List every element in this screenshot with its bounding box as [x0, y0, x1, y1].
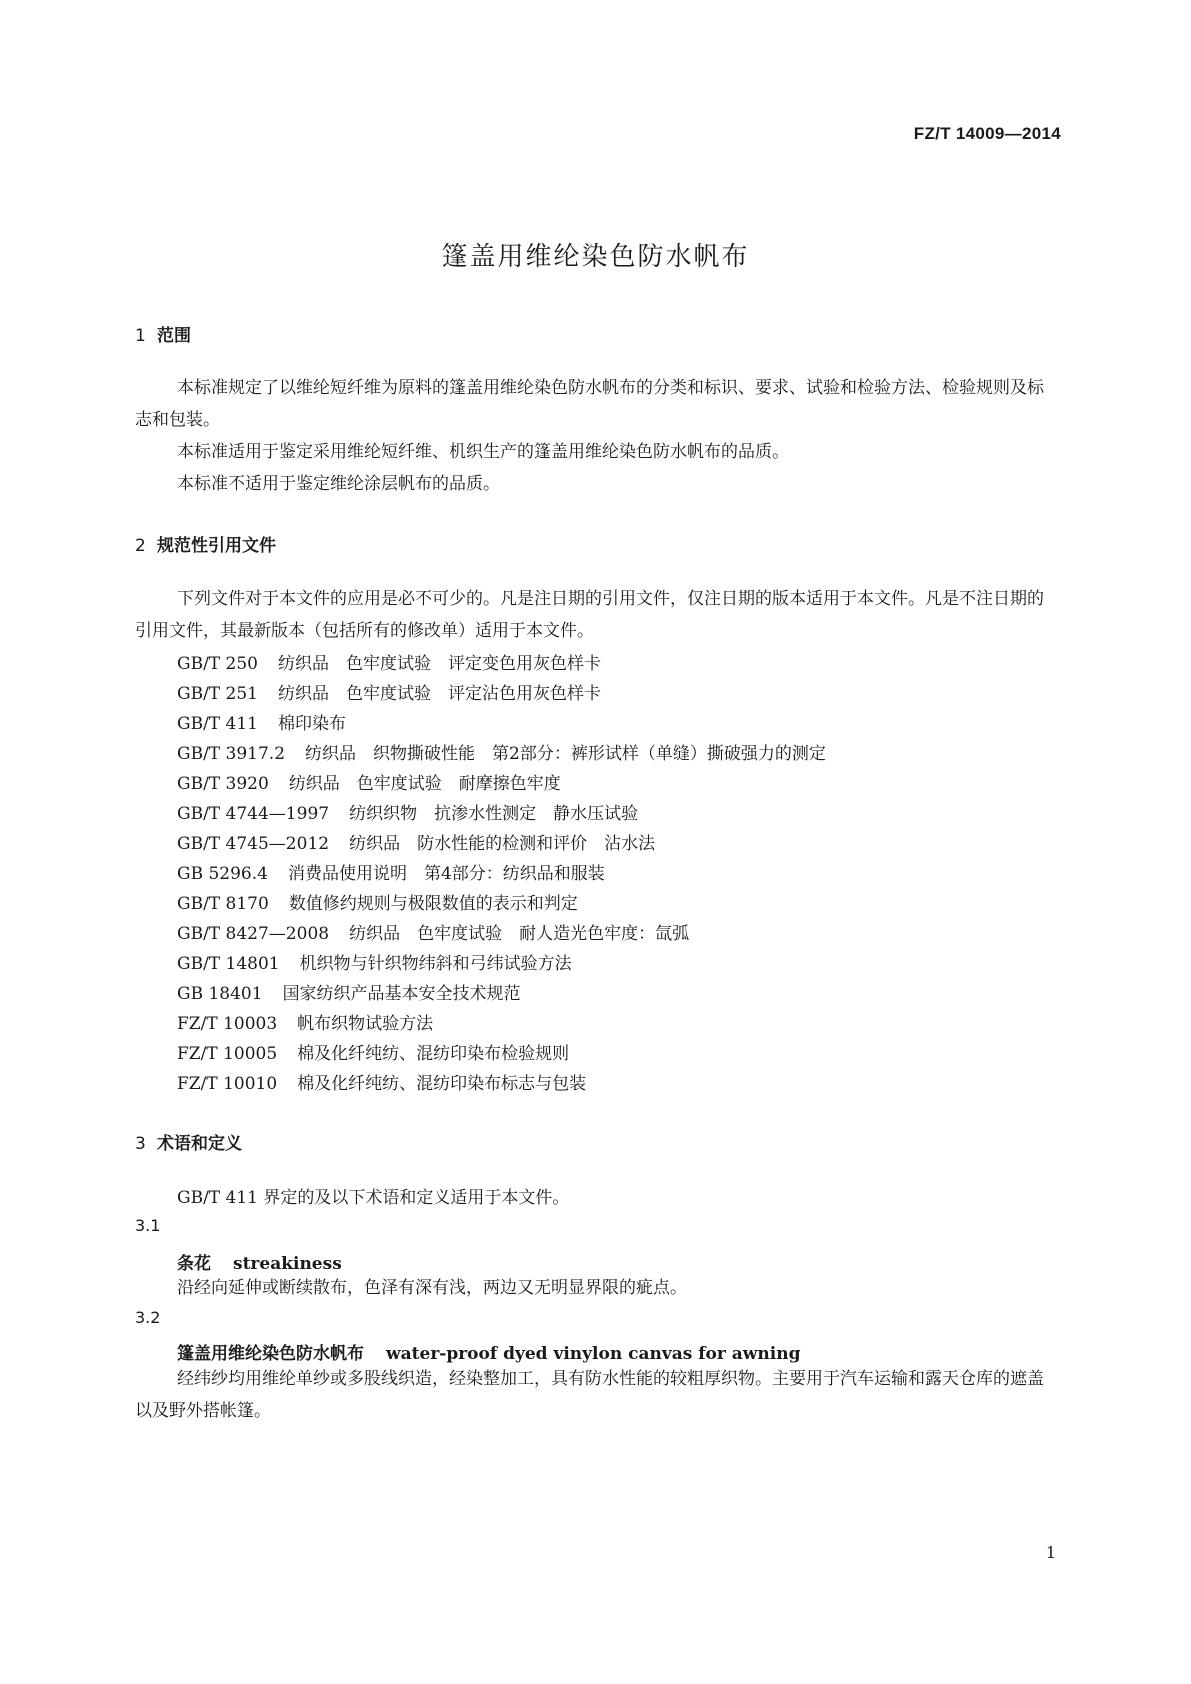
standard-code: FZ/T 14009—2014	[913, 124, 1061, 143]
reference-title: 纺织品 色牢度试验 耐人造光色牢度：氙弧	[349, 924, 690, 944]
reference-item	[177, 709, 346, 734]
reference-code: GB/T 4745—2012	[177, 834, 330, 854]
section-1-heading	[135, 321, 191, 346]
reference-code: GB/T 14801	[177, 954, 280, 974]
section-title: 规范性引用文件	[157, 536, 276, 556]
reference-title: 纺织品 色牢度试验 评定变色用灰色样卡	[278, 654, 601, 674]
term-entry	[177, 1249, 342, 1274]
page-number: 1	[1045, 1543, 1056, 1562]
reference-title: 数值修约规则与极限数值的表示和判定	[288, 894, 578, 914]
paragraph: 经纬纱均用维纶单纱或多股线织造，经染整加工，具有防水性能的较粗厚织物。主要用于汽车运输和露天仓库的遮盖以及野外搭帐篷。	[135, 1369, 1044, 1421]
reference-code: GB 5296.4	[177, 864, 268, 884]
reference-code: GB 18401	[177, 984, 263, 1004]
term-definition	[135, 1272, 1055, 1304]
reference-item	[177, 1069, 586, 1094]
reference-title: 帆布织物试验方法	[297, 1014, 434, 1034]
reference-title: 机织物与针织物纬斜和弓纬试验方法	[299, 954, 572, 974]
section-title: 术语和定义	[157, 1134, 242, 1154]
reference-code: GB/T 3917.2	[177, 744, 286, 764]
section-2-heading	[135, 531, 276, 556]
paragraph: 本标准规定了以维纶短纤维为原料的篷盖用维纶染色防水帆布的分类和标识、要求、试验和检验方法、检验规则及标志和包装。	[135, 378, 1044, 430]
reference-code: GB/T 251	[177, 684, 258, 704]
reference-code: FZ/T 10003	[177, 1014, 278, 1034]
section-number: 2	[135, 536, 146, 556]
term-chinese: 条花	[177, 1254, 211, 1274]
reference-title: 纺织品 色牢度试验 评定沾色用灰色样卡	[278, 684, 601, 704]
reference-title: 纺织品 色牢度试验 耐摩擦色牢度	[288, 774, 561, 794]
term-entry	[177, 1339, 800, 1364]
reference-code: GB/T 3920	[177, 774, 269, 794]
reference-title: 棉及化纤纯纺、混纺印染布检验规则	[297, 1044, 570, 1064]
term-number: 3.2	[135, 1308, 161, 1327]
reference-item	[177, 739, 826, 764]
reference-item	[177, 679, 601, 704]
section-1-body	[135, 372, 1055, 500]
reference-code: GB/T 8427—2008	[177, 924, 330, 944]
reference-item	[177, 859, 605, 884]
document-title: 篷盖用维纶染色防水帆布	[441, 242, 750, 272]
reference-item	[177, 799, 638, 824]
paragraph: 沿经向延伸或断续散布，色泽有深有浅，两边又无明显界限的疵点。	[177, 1278, 687, 1298]
term-number: 3.1	[135, 1216, 161, 1235]
term-english: water-proof dyed vinylon canvas for awning	[386, 1344, 801, 1364]
reference-code: GB/T 8170	[177, 894, 269, 914]
paragraph: 本标准不适用于鉴定维纶涂层帆布的品质。	[177, 474, 500, 494]
reference-title: 棉印染布	[278, 714, 346, 734]
reference-title: 消费品使用说明 第4部分：纺织品和服装	[287, 864, 605, 884]
reference-item	[177, 1009, 433, 1034]
reference-item	[177, 979, 521, 1004]
reference-title: 纺织品 防水性能的检测和评价 沾水法	[349, 834, 656, 854]
reference-item	[177, 889, 578, 914]
reference-code: GB/T 250	[177, 654, 258, 674]
reference-title: 国家纺织产品基本安全技术规范	[282, 984, 521, 1004]
section-3-intro	[135, 1182, 1055, 1214]
reference-item	[177, 1039, 569, 1064]
reference-item	[177, 919, 689, 944]
term-chinese: 篷盖用维纶染色防水帆布	[177, 1344, 364, 1364]
reference-code: FZ/T 10005	[177, 1044, 278, 1064]
section-number: 1	[135, 326, 146, 346]
reference-item	[177, 769, 561, 794]
section-number: 3	[135, 1134, 146, 1154]
term-definition	[135, 1363, 1055, 1427]
reference-code: GB/T 411	[177, 714, 258, 734]
section-2-intro	[135, 583, 1055, 647]
reference-title: 棉及化纤纯纺、混纺印染布标志与包装	[297, 1074, 587, 1094]
section-title: 范围	[157, 326, 191, 346]
paragraph: GB/T 411 界定的及以下术语和定义适用于本文件。	[177, 1188, 570, 1208]
reference-title: 纺织品 织物撕破性能 第2部分：裤形试样（单缝）撕破强力的测定	[305, 744, 826, 764]
paragraph: 本标准适用于鉴定采用维纶短纤维、机织生产的篷盖用维纶染色防水帆布的品质。	[177, 442, 789, 462]
reference-item	[177, 829, 655, 854]
term-english: streakiness	[233, 1254, 342, 1274]
reference-code: FZ/T 10010	[177, 1074, 278, 1094]
section-3-heading	[135, 1129, 242, 1154]
reference-item	[177, 649, 601, 674]
reference-code: GB/T 4744—1997	[177, 804, 330, 824]
reference-title: 纺织织物 抗渗水性测定 静水压试验	[349, 804, 639, 824]
paragraph: 下列文件对于本文件的应用是必不可少的。凡是注日期的引用文件，仅注日期的版本适用于本文件。凡是不注日期的引用文件，其最新版本（包括所有的修改单）适用于本文件。	[135, 589, 1044, 641]
reference-item	[177, 949, 572, 974]
